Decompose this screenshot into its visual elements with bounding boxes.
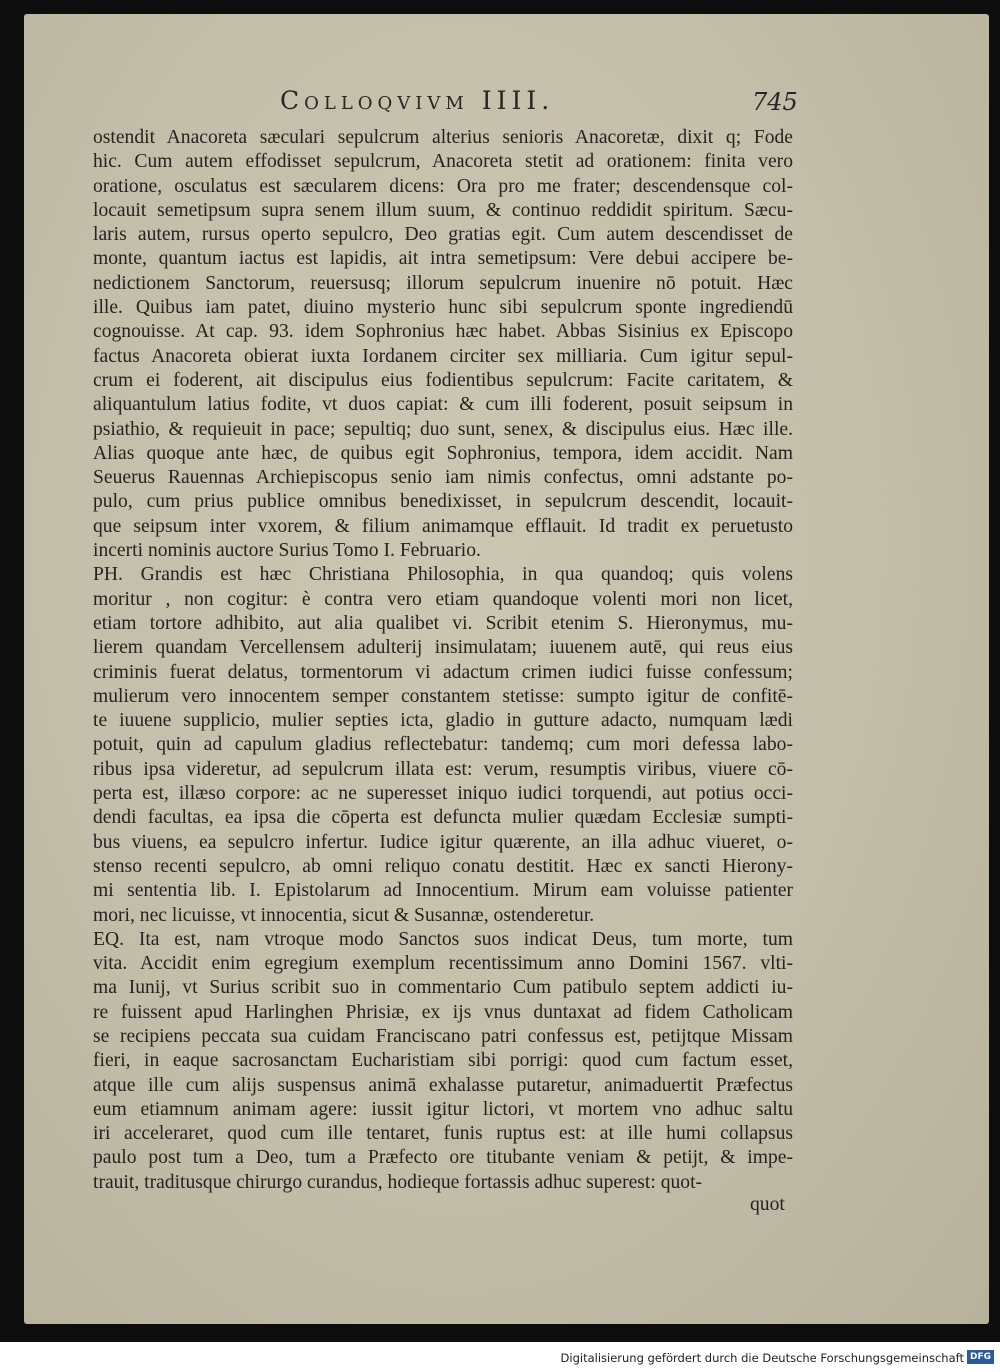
- text-line: se recipiens peccata sua cuidam Franciscano patri confessus est, petijtque Missam: [93, 1025, 793, 1047]
- running-head: Colloqvivm IIII.: [280, 86, 555, 115]
- text-line: atque ille cum alijs suspensus animā exhalasse putaretur, animaduertit Præfectus: [93, 1074, 793, 1096]
- digitization-footer: [0, 1342, 1000, 1372]
- text-line: hic. Cum autem effodisset sepulcrum, Anacoreta stetit ad orationem: finita vero: [93, 151, 793, 173]
- text-line: nedictionem Sanctorum, reuersusq; illorum sepulcrum inuenire nō potuit. Hæc: [93, 272, 793, 294]
- text-line: aliquantulum latius fodite, vt duos capiat: & cum illi foderent, posuit seipsum in: [93, 394, 793, 416]
- text-line: bus viuens, ea sepulcro infertur. Iudice igitur quærente, an illa adhuc viueret, o-: [93, 831, 793, 853]
- text-line: eum etiamnum animam agere: iussit igitur lictori, vt mortem vno adhuc saltu: [93, 1098, 793, 1120]
- paragraph: [93, 126, 793, 563]
- text-line: ille. Quibus iam patet, diuino mysterio hunc sibi sepulcrum sponte ingrediendū: [93, 297, 793, 319]
- text-line: stenso recenti sepulcro, ab omni reliquo conatu destitit. Hæc ex sancti Hierony-: [93, 855, 793, 877]
- text-line: locauit semetipsum supra senem illum suum, & continuo reddidit spiritum. Sæcu-: [93, 199, 793, 221]
- text-line: que seipsum inter vxorem, & filium animamque efflauit. Id tradit ex peruetusto: [93, 515, 793, 537]
- text-line: paulo post tum a Deo, tum a Præfecto ore titubante veniam & petijt, & impe-: [93, 1147, 793, 1169]
- text-line: pulo, cum prius publice omnibus benedixisset, in sepulcrum descendit, locauit-: [93, 491, 793, 513]
- text-line: PH. Grandis est hæc Christiana Philosophia, in qua quandoq; quis volens: [93, 564, 793, 586]
- text-line: mi sententia lib. I. Epistolarum ad Innocentium. Mirum eam voluisse patienter: [93, 880, 793, 902]
- text-line: iri acceleraret, quod cum ille tentaret, funis ruptus est: at ille humi collapsus: [93, 1123, 793, 1145]
- text-line: crum ei foderent, ait discipulus eius fodientibus sepulcrum: Facite caritatem, &: [93, 369, 793, 391]
- page-number: 745: [752, 88, 798, 116]
- text-line: etiam tortore adhibito, aut alia qualibet vi. Scribit etenim S. Hieronymus, mu-: [93, 612, 793, 634]
- text-line: dendi facultas, ea ipsa die cōperta est defuncta mulier quædam Ecclesiæ sumpti-: [93, 807, 793, 829]
- text-line: mulierum vero innocentem semper constantem stetisse: sumpto igitur de confitē-: [93, 685, 793, 707]
- text-line: moritur , non cogitur: è contra vero etiam quandoque volenti mori non licet,: [93, 588, 793, 610]
- text-line: monte, quantum iactus est lapidis, ait intra semetipsum: Vere debui accipere be-: [93, 248, 793, 270]
- text-line: trauit, traditusque chirurgo curandus, hodieque fortassis adhuc superest: quot-: [93, 1171, 703, 1193]
- text-line: re fuissent apud Harlinghen Phrisiæ, ex ijs vnus duntaxat ad fidem Catholicam: [93, 1001, 793, 1023]
- text-line: te iuuene supplicio, mulier septies icta, gladio in gutture adacto, numquam lædi: [93, 710, 793, 732]
- text-line: potuit, quin ad capulum gladius reflectebatur: tandemq; cum mori defessa labo-: [93, 734, 793, 756]
- text-line: ma Iunij, vt Surius scribit suo in commentario Cum patibulo septem addicti iu-: [93, 977, 793, 999]
- paragraph: [93, 563, 793, 927]
- text-line: perta est, illæso corpore: ac ne superesset iniquo iudici torquendi, aut potius occi-: [93, 783, 793, 805]
- body-text: [93, 126, 793, 1195]
- text-line: laris autem, rursus operto sepulcro, Deo gratias egit. Cum autem descendisset de: [93, 224, 793, 246]
- text-line: cognouisse. At cap. 93. idem Sophronius hæc habet. Abbas Sisinius ex Episcopo: [93, 321, 793, 343]
- funding-credit: Digitalisierung gefördert durch die Deutsche Forschungsgemeinschaft: [560, 1351, 964, 1365]
- text-line: incerti nominis auctore Surius Tomo I. Februario.: [93, 540, 481, 562]
- text-line: Seuerus Rauennas Archiepiscopus senio iam nimis confectus, omni adstante po-: [93, 467, 793, 489]
- text-line: oratione, osculatus est sæcularem dicens: Ora pro me frater; descendensque col-: [93, 175, 793, 197]
- catchword: quot: [750, 1194, 785, 1215]
- text-line: ribus ipsa videretur, ad sepulcrum illata est: verum, resumptis viribus, viuere cō-: [93, 758, 793, 780]
- text-line: ostendit Anacoreta sæculari sepulcrum alterius senioris Anacoretæ, dixit q; Fode: [93, 127, 793, 148]
- text-line: mori, nec licuisse, vt innocentia, sicut & Susannæ, ostenderetur.: [93, 904, 595, 926]
- paragraph: [93, 928, 793, 1195]
- text-line: lierem quandam Vercellensem adulterij insimulatam; iuuenem autē, qui reus eius: [93, 637, 793, 659]
- text-line: Alias quoque ante hæc, de quibus egit Sophronius, tempora, idem accidit. Nam: [93, 442, 793, 464]
- text-line: vita. Accidit enim egregium exemplum recentissimum anno Domini 1567. vlti-: [93, 953, 793, 975]
- text-line: psiathio, & requieuit in pace; sepultiq; duo sunt, senex, & discipulus eius. Hæc ille.: [93, 418, 793, 440]
- text-line: criminis fuerat delatus, tormentorum vi adactum crimen iudici fuisse confessum;: [93, 661, 793, 683]
- text-line: factus Anacoreta obierat iuxta Iordanem circiter sex milliaria. Cum igitur sepul-: [93, 345, 793, 367]
- text-line: EQ. Ita est, nam vtroque modo Sanctos suos indicat Deus, tum morte, tum: [93, 928, 793, 950]
- text-line: fieri, in eaque sacrosanctam Eucharistiam sibi porrigi: quod cum factum esset,: [93, 1050, 793, 1072]
- dfg-logo-icon: DFG: [967, 1350, 994, 1364]
